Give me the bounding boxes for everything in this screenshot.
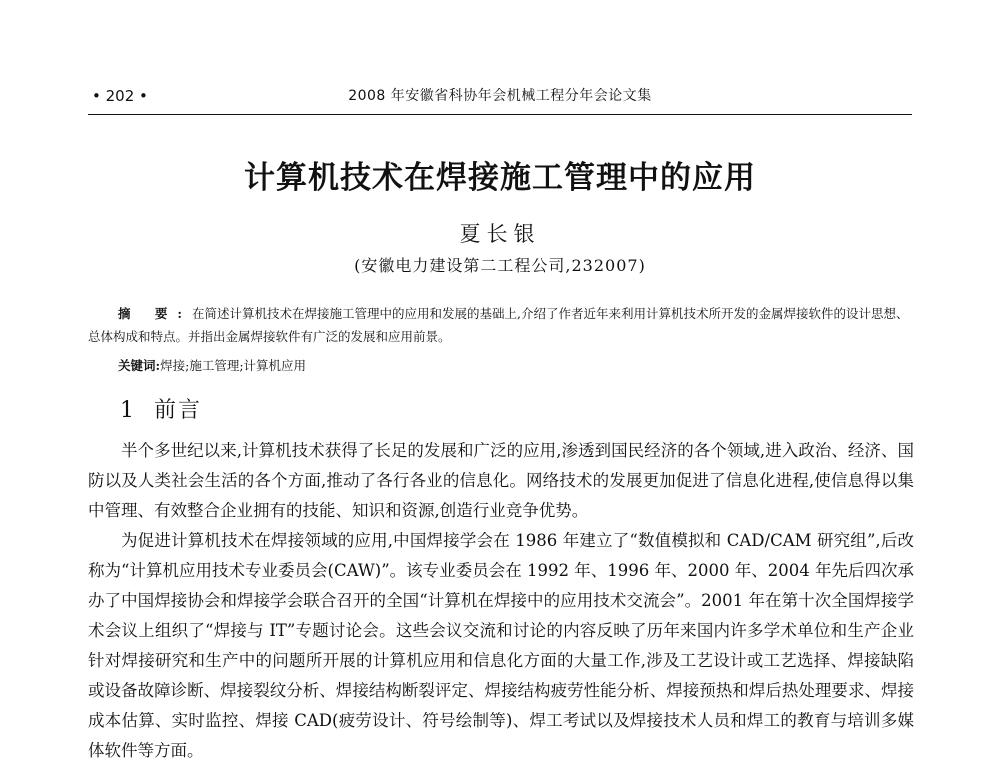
page-number: • 202 • <box>92 87 148 105</box>
abstract-body <box>88 302 912 348</box>
section-number: 1 <box>120 398 136 423</box>
section-heading <box>120 393 202 424</box>
journal-title: 2008 年安徽省科协年会机械工程分年会论文集 <box>348 88 652 104</box>
keywords-label: 关键词: <box>118 358 161 373</box>
paper-title: 计算机技术在焊接施工管理中的应用 <box>244 160 756 196</box>
body-paragraph: 半个多世纪以来,计算机技术获得了长足的发展和广泛的应用,渗透到国民经济的各个领域,进入政治、经济、国防以及人类社会生活的各个方面,推动了各行各业的信息化。网络技术的发展更加促进了信息化进程,使信息得以集中管理、有效整合企业拥有的技能、知识和资源,创造行业竞争优势。 <box>88 441 914 520</box>
abstract-text: 在简述计算机技术在焊接施工管理中的应用和发展的基础上,介绍了作者近年来利用计算机技术所开发的金属焊接软件的设计思想、总体构成和特点。并指出金属焊接软件有广泛的发展和应用前景。 <box>88 306 909 344</box>
abstract <box>88 302 912 348</box>
author-affiliation: (安徽电力建设第二工程公司,232007) <box>354 256 646 275</box>
body-paragraph: 为促进计算机技术在焊接领域的应用,中国焊接学会在 1986 年建立了“数值模拟和 CAD/CAM 研究组”,后改称为“计算机应用技术专业委员会(CAW)”。该专业委员会在 1992 年、1996 年、2000 年、2004 年先后四次承办了中国焊接协会和焊接学会联合召开的全国“计算机在焊接中的应用技术交流会”。2001 年在第十次全国焊接学术会议上组织了“焊接与 IT”专题讨论会。这些会议交流和讨论的内容反映了历年来国内许多学术单位和生产企业针对焊接研究和生产中的问题所开展的计算机应用和信息化方面的大量工作,涉及工艺设计或工艺选择、焊接缺陷或设备故障诊断、焊接裂纹分析、焊接结构断裂评定、焊接结构疲劳性能分析、焊接预热和焊后热处理要求、焊接成本估算、实时监控、焊接 CAD(疲劳设计、符号绘制等)、焊工考试以及焊接技术人员和焊工的教育与培训多媒体软件等方面。 <box>88 531 914 760</box>
keywords <box>118 356 912 376</box>
section-title: 前言 <box>154 398 203 423</box>
header-rule <box>88 114 912 115</box>
paper-author: 夏长银 <box>459 222 541 246</box>
keywords-text: 焊接;施工管理;计算机应用 <box>160 358 307 373</box>
abstract-label: 摘 要: <box>118 306 192 321</box>
running-header <box>88 84 912 108</box>
body-text <box>88 436 914 766</box>
